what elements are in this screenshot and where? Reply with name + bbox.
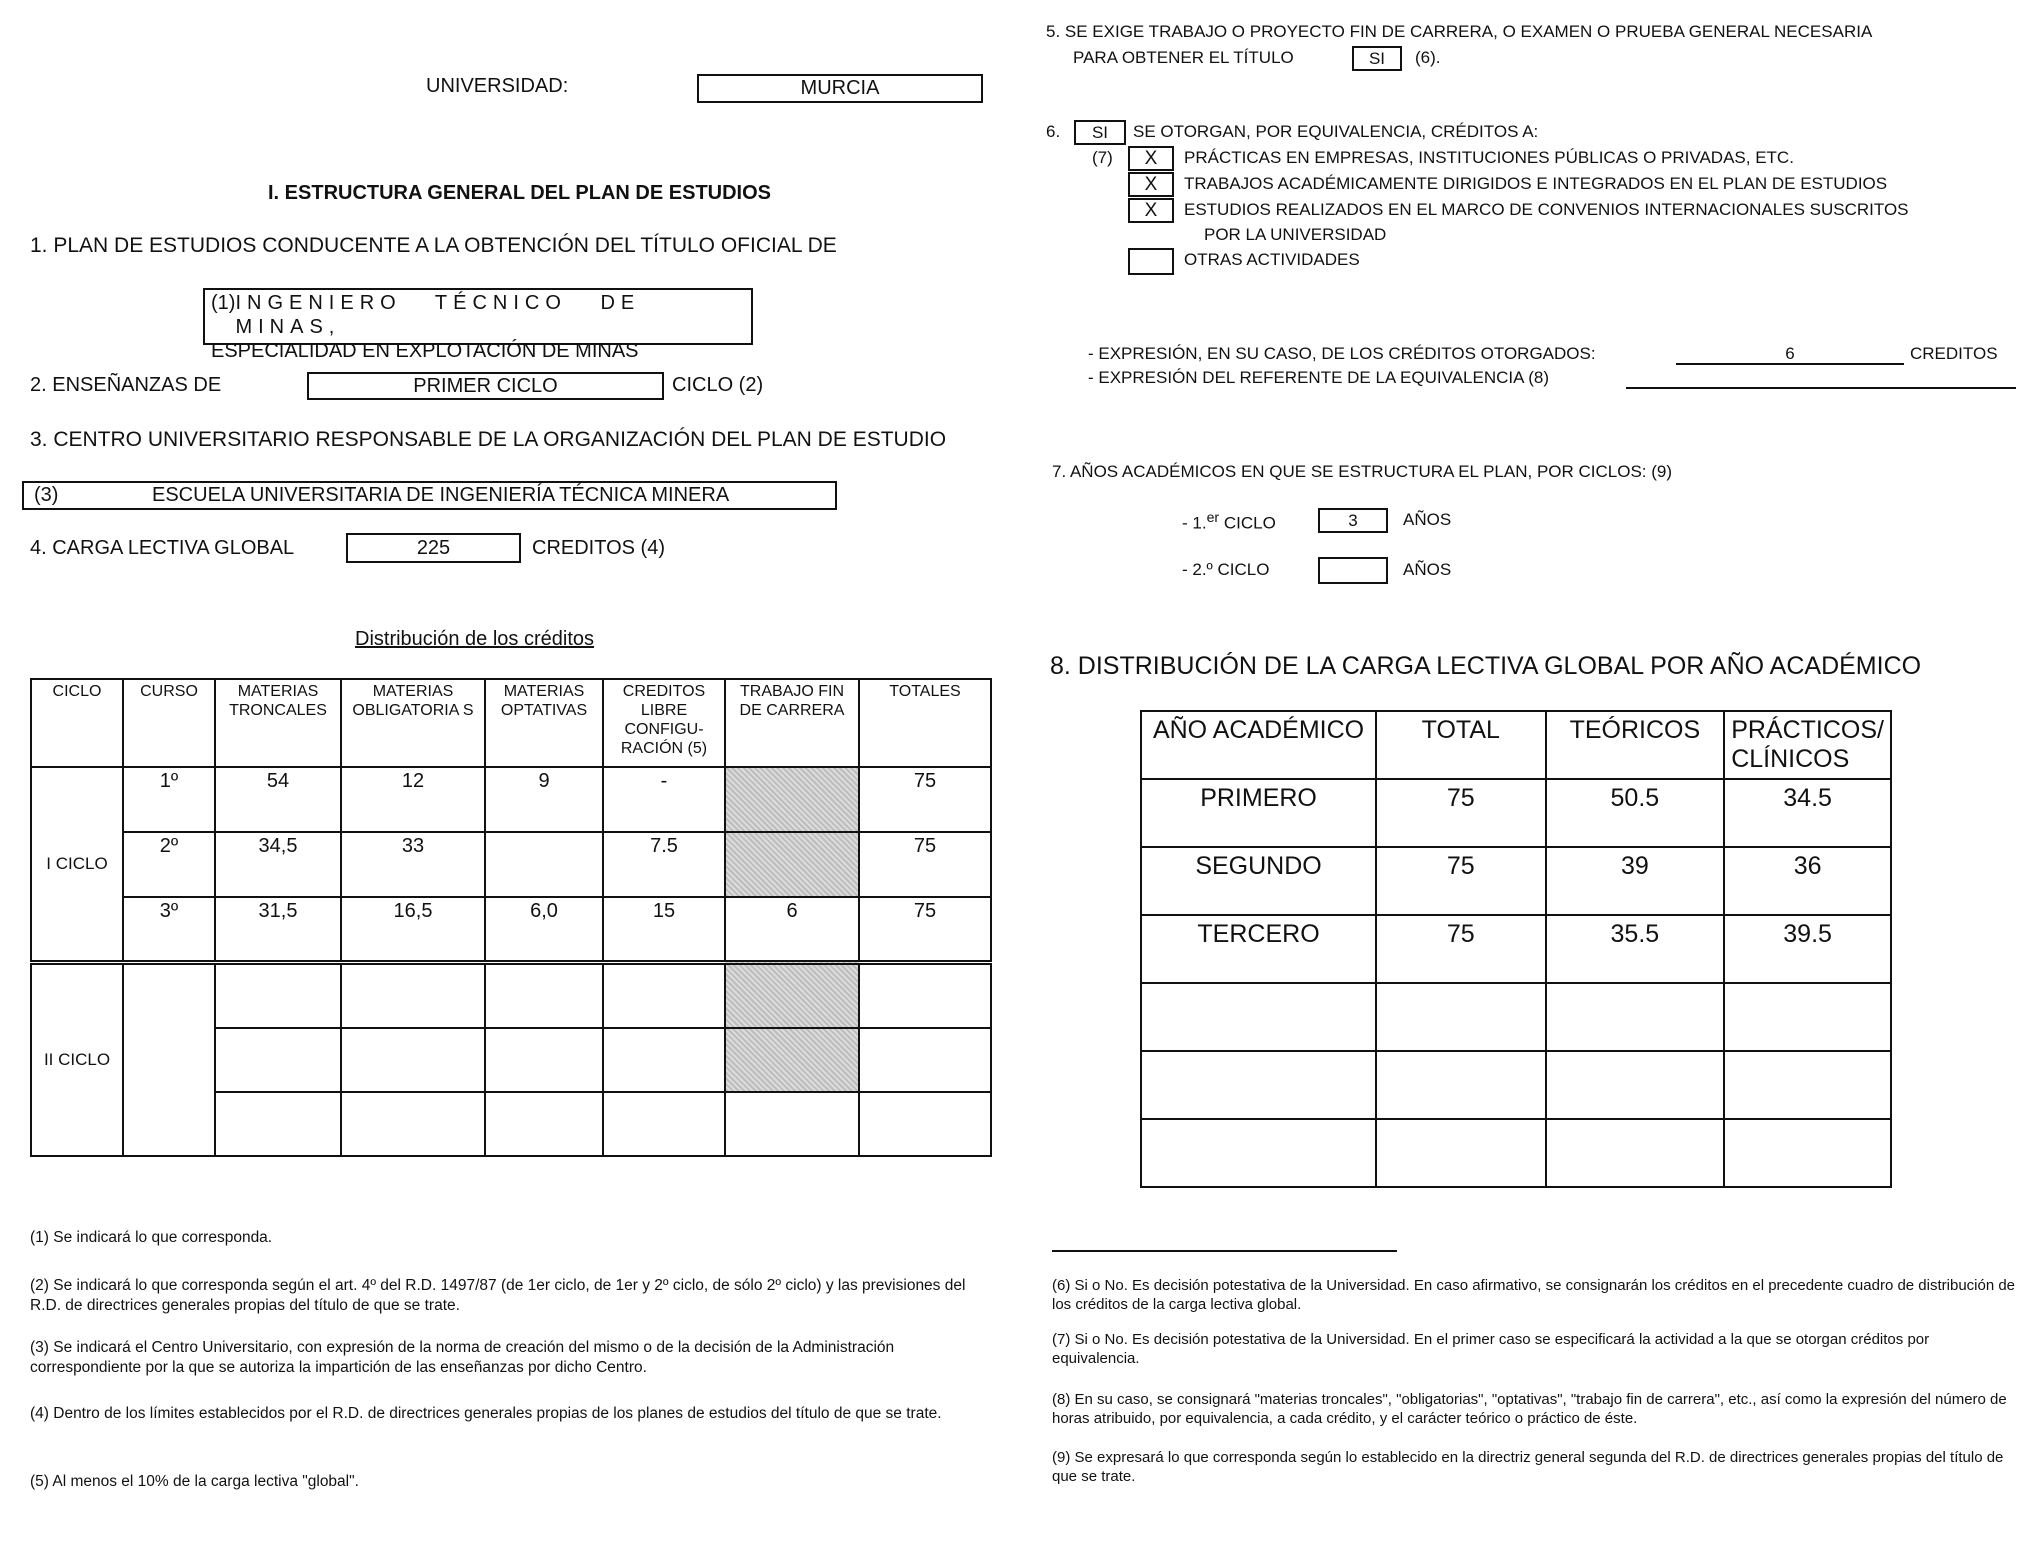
ensenanzas-value: PRIMER CICLO (413, 375, 558, 397)
ciclo-2-years-field (1318, 557, 1388, 584)
cell-empty (1724, 1119, 1891, 1187)
table-row (1141, 915, 1891, 983)
col-header-teoricos: TEÓRICOS (1546, 711, 1725, 779)
cell-teoricos: 50.5 (1546, 779, 1725, 847)
cell-ano: PRIMERO (1141, 779, 1376, 847)
cell-empty (485, 1092, 603, 1156)
item-6-ref: (7) (1092, 148, 1113, 167)
footnote-2: (2) Se indicará lo que corresponda según el art. 4º del R.D. 1497/87 (de 1er ciclo, de 1er y 2º ciclo, de sólo 2º ciclo) y las previsiones del R.D. de directrices generales propias del título de que se trate. (30, 1277, 966, 1314)
cell-total: 75 (1376, 847, 1545, 915)
item-5-line2: PARA OBTENER EL TÍTULO (1073, 48, 1294, 67)
cell-practicos: 36 (1724, 847, 1891, 915)
cell-total: 75 (859, 767, 991, 832)
cell-obligatorias: 12 (341, 767, 485, 832)
cell-empty (1724, 1051, 1891, 1119)
cell-empty (485, 1028, 603, 1092)
item-5-suffix: (6). (1415, 48, 1441, 67)
ciclo-1-pre: - 1. (1182, 513, 1207, 533)
credit-distribution-table (30, 678, 992, 1157)
table-row (1141, 779, 1891, 847)
ciclo-1-years-label (1182, 510, 1276, 534)
item-5-line1: 5. SE EXIGE TRABAJO O PROYECTO FIN DE CARRERA, O EXAMEN O PRUEBA GENERAL NECESARIA (1046, 22, 1873, 41)
cell-curso: 3º (123, 897, 215, 962)
universidad-value: MURCIA (800, 77, 880, 99)
cell-empty (1546, 1051, 1725, 1119)
cell-empty (603, 962, 725, 1028)
cell-libre: - (603, 767, 725, 832)
centro-ref: (3) (34, 484, 59, 506)
ensenanzas-field (307, 372, 664, 400)
table-row (31, 962, 991, 1028)
col-header-curso: CURSO (123, 679, 215, 767)
item-4-label: 4. CARGA LECTIVA GLOBAL (30, 537, 295, 559)
titulo-ref: (1) (211, 292, 236, 314)
cell-trabajo-empty (725, 1028, 859, 1092)
ciclo-1-sup: er (1206, 510, 1220, 526)
table-row (1141, 983, 1891, 1051)
cell-curso: 2º (123, 832, 215, 897)
item-1-heading: 1. PLAN DE ESTUDIOS CONDUCENTE A LA OBTENCIÓN DEL TÍTULO OFICIAL DE (30, 234, 837, 257)
universidad-field (697, 74, 983, 103)
option-otras: OTRAS ACTIVIDADES (1184, 250, 1360, 269)
footnote-9: (9) Se expresará lo que corresponda según lo establecido en la directriz general segunda del R.D. de directrices generales propias del título de que se trate. (1052, 1449, 2004, 1485)
footnote-4: (4) Dentro de los límites establecidos por el R.D. de directrices generales propias de los planes de estudios del título de que se trate. (30, 1405, 942, 1422)
cell-empty (1376, 1119, 1545, 1187)
checkbox-mark: X (1144, 174, 1158, 195)
titulo-line1: INGENIERO TÉCNICO DE MINAS, (235, 292, 641, 338)
cell-empty (725, 1092, 859, 1156)
ciclo-1-years-value: 3 (1348, 511, 1358, 530)
centro-field (22, 481, 837, 510)
cell-total: 75 (859, 897, 991, 962)
cell-empty (485, 962, 603, 1028)
item-6-text: SE OTORGAN, POR EQUIVALENCIA, CRÉDITOS A: (1133, 122, 1539, 141)
expresion-creditos-suffix: CREDITOS (1910, 344, 1998, 363)
distribution-title: Distribución de los créditos (355, 628, 594, 650)
col-header-total: TOTAL (1376, 711, 1545, 779)
ciclo-1-label: I CICLO (31, 767, 123, 962)
item-7-heading: 7. AÑOS ACADÉMICOS EN QUE SE ESTRUCTURA EL PLAN, POR CICLOS: (9) (1052, 462, 1673, 481)
cell-empty (341, 962, 485, 1028)
checkbox-mark: X (1144, 200, 1158, 221)
table-row (31, 767, 991, 832)
footnote-6: (6) Si o No. Es decisión potestativa de la Universidad. En caso afirmativo, se consignarán los créditos en el precedente cuadro de distribución de los créditos de la carga lectiva global. (1052, 1277, 2016, 1313)
cell-ano: SEGUNDO (1141, 847, 1376, 915)
titulo-line2: ESPECIALIDAD EN EXPLOTACIÓN DE MINAS (211, 340, 639, 362)
cell-troncales: 34,5 (215, 832, 341, 897)
cell-empty (1376, 1051, 1545, 1119)
ciclo-2-years-label: - 2.º CICLO (1182, 560, 1270, 579)
expresion-creditos-line (1676, 342, 1904, 365)
item-3-heading: 3. CENTRO UNIVERSITARIO RESPONSABLE DE LA ORGANIZACIÓN DEL PLAN DE ESTUDIO (30, 428, 947, 451)
cell-teoricos: 35.5 (1546, 915, 1725, 983)
cell-empty (215, 962, 341, 1028)
cell-total: 75 (859, 832, 991, 897)
cell-total: 75 (1376, 779, 1545, 847)
col-header-ano: AÑO ACADÉMICO (1141, 711, 1376, 779)
cell-obligatorias: 16,5 (341, 897, 485, 962)
cell-ano: TERCERO (1141, 915, 1376, 983)
cell-optativas: 6,0 (485, 897, 603, 962)
centro-value: ESCUELA UNIVERSITARIA DE INGENIERÍA TÉCNICA MINERA (152, 484, 730, 506)
table-row (1141, 1119, 1891, 1187)
checkbox-estudios (1128, 198, 1174, 223)
footnote-divider (1052, 1250, 1397, 1252)
item-6-value: SI (1091, 123, 1109, 142)
item-2-label: 2. ENSEÑANZAS DE (30, 374, 222, 396)
cell-empty (215, 1092, 341, 1156)
cell-trabajo (725, 832, 859, 897)
cell-trabajo-empty (725, 962, 859, 1028)
cell-libre: 7.5 (603, 832, 725, 897)
item-2-suffix: CICLO (2) (672, 374, 764, 396)
ciclo-1-post: CICLO (1223, 513, 1276, 533)
footnote-3: (3) Se indicará el Centro Universitario, con expresión de la norma de creación del mismo o de la decisión de la Administración correspondiente por la que se autoriza la impartición de las enseñanzas por dicho Centro. (30, 1339, 895, 1376)
cell-empty (1141, 1119, 1376, 1187)
cell-trabajo (725, 767, 859, 832)
checkbox-trabajos (1128, 172, 1174, 197)
cell-empty (859, 962, 991, 1028)
col-header-libre: CREDITOS LIBRE CONFIGU-RACIÓN (5) (603, 679, 725, 767)
table-row (1141, 1051, 1891, 1119)
footnote-8: (8) En su caso, se consignará "materias troncales", "obligatorias", "optativas", "trabajo fin de carrera", etc., así como la expresión del número de horas atribuido, por equivalencia, a cada crédito, y el carácter teórico o práctico de éste. (1052, 1391, 2007, 1427)
item-6-field (1074, 120, 1126, 145)
section-title: I. ESTRUCTURA GENERAL DEL PLAN DE ESTUDIOS (268, 182, 772, 204)
cell-libre: 15 (603, 897, 725, 962)
cell-teoricos: 39 (1546, 847, 1725, 915)
annual-load-table (1140, 710, 1892, 1188)
cell-empty (603, 1092, 725, 1156)
cell-empty (1376, 983, 1545, 1051)
item-5-field (1352, 46, 1402, 71)
expresion-creditos-label: - EXPRESIÓN, EN SU CASO, DE LOS CRÉDITOS OTORGADOS: (1088, 344, 1596, 363)
checkbox-mark: X (1144, 148, 1158, 169)
table-row (31, 832, 991, 897)
checkbox-otras (1128, 248, 1174, 275)
carga-value: 225 (416, 537, 451, 559)
option-estudios-cont: POR LA UNIVERSIDAD (1204, 225, 1387, 244)
option-estudios: ESTUDIOS REALIZADOS EN EL MARCO DE CONVENIOS INTERNACIONALES SUSCRITOS (1184, 200, 1909, 219)
ciclo-1-anos: AÑOS (1403, 510, 1452, 529)
checkbox-practicas (1128, 146, 1174, 171)
ciclo-2-label: II CICLO (31, 962, 123, 1156)
col-header-totales: TOTALES (859, 679, 991, 767)
item-4-suffix: CREDITOS (4) (532, 537, 665, 559)
cell-empty (859, 1092, 991, 1156)
table-row (1141, 847, 1891, 915)
footnote-5: (5) Al menos el 10% de la carga lectiva "global". (30, 1473, 359, 1490)
cell-curso-empty (123, 962, 215, 1156)
col-header-troncales: MATERIAS TRONCALES (215, 679, 341, 767)
cell-optativas (485, 832, 603, 897)
cell-empty (341, 1092, 485, 1156)
cell-empty (859, 1028, 991, 1092)
cell-empty (1141, 983, 1376, 1051)
carga-field (346, 533, 521, 563)
table-row (31, 897, 991, 962)
col-header-ciclo: CICLO (31, 679, 123, 767)
footnote-7: (7) Si o No. Es decisión potestativa de la Universidad. En el primer caso se especificará la actividad a la que se otorgan créditos por equivalencia. (1052, 1331, 1930, 1367)
col-header-trabajo: TRABAJO FIN DE CARRERA (725, 679, 859, 767)
ciclo-1-years-field (1318, 508, 1388, 533)
cell-empty (1546, 1119, 1725, 1187)
cell-empty (341, 1028, 485, 1092)
col-header-obligatorias: MATERIAS OBLIGATORIA S (341, 679, 485, 767)
col-header-optativas: MATERIAS OPTATIVAS (485, 679, 603, 767)
cell-trabajo: 6 (725, 897, 859, 962)
expresion-creditos-value: 6 (1785, 344, 1795, 363)
option-practicas: PRÁCTICAS EN EMPRESAS, INSTITUCIONES PÚBLICAS O PRIVADAS, ETC. (1184, 148, 1794, 167)
expresion-referente-line (1626, 366, 2016, 389)
item-5-value: SI (1368, 49, 1386, 68)
cell-empty (1724, 983, 1891, 1051)
cell-empty (603, 1028, 725, 1092)
option-trabajos: TRABAJOS ACADÉMICAMENTE DIRIGIDOS E INTEGRADOS EN EL PLAN DE ESTUDIOS (1184, 174, 1888, 193)
cell-obligatorias: 33 (341, 832, 485, 897)
cell-empty (1546, 983, 1725, 1051)
cell-empty (1141, 1051, 1376, 1119)
ciclo-2-anos: AÑOS (1403, 560, 1452, 579)
cell-troncales: 54 (215, 767, 341, 832)
cell-empty (215, 1028, 341, 1092)
cell-curso: 1º (123, 767, 215, 832)
universidad-label: UNIVERSIDAD: (426, 75, 569, 97)
cell-practicos: 39.5 (1724, 915, 1891, 983)
titulo-field (203, 288, 753, 362)
item-8-heading: 8. DISTRIBUCIÓN DE LA CARGA LECTIVA GLOBAL POR AÑO ACADÉMICO (1050, 652, 1922, 680)
cell-optativas: 9 (485, 767, 603, 832)
cell-practicos: 34.5 (1724, 779, 1891, 847)
col-header-practicos: PRÁCTICOS/ CLÍNICOS (1724, 711, 1891, 779)
cell-total: 75 (1376, 915, 1545, 983)
cell-troncales: 31,5 (215, 897, 341, 962)
expresion-referente-label: - EXPRESIÓN DEL REFERENTE DE LA EQUIVALENCIA (8) (1088, 368, 1550, 387)
footnote-1: (1) Se indicará lo que corresponda. (30, 1229, 273, 1246)
item-6-prefix: 6. (1046, 122, 1061, 141)
